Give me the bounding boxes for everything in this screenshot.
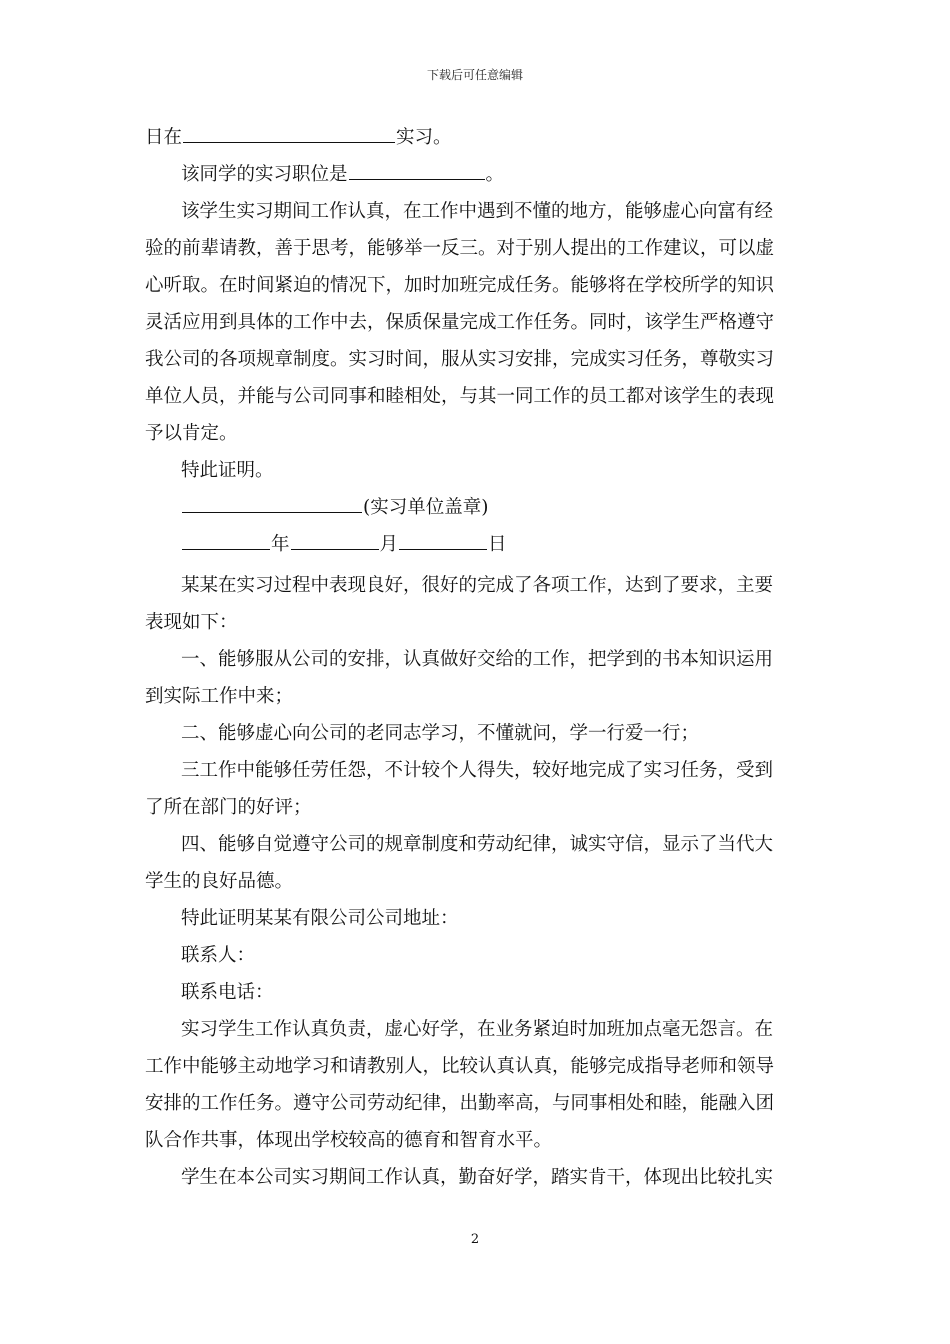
paragraph-line: 安排的工作任务。遵守公司劳动纪律，出勤率高，与同事相处和睦，能融入团: [145, 1093, 775, 1114]
list-item-line: 一、能够服从公司的安排，认真做好交给的工作，把学到的书本知识运用: [181, 649, 774, 670]
blank-field: [182, 490, 362, 513]
contact-phone-line: 联系电话：: [181, 982, 274, 1003]
blank-field: [182, 527, 270, 550]
blank-field: [183, 120, 395, 143]
page-number: 2: [470, 1232, 480, 1247]
paragraph-line: 工作中能够主动地学习和请教别人，比较认真认真，能够完成指导老师和领导: [145, 1056, 775, 1077]
company-address-line: 特此证明某某有限公司公司地址：: [181, 908, 459, 929]
internship-period-line: 日在 实习。: [145, 120, 452, 156]
paragraph-line: 心听取。在时间紧迫的情况下，加时加班完成任务。能够将在学校所学的知识: [145, 275, 775, 296]
list-item-line: 到实际工作中来；: [145, 686, 294, 707]
blank-field: [399, 527, 487, 550]
seal-line: (实习单位盖章): [181, 490, 488, 526]
position-line: 该同学的实习职位是 。: [181, 157, 504, 193]
paragraph-line: 单位人员，并能与公司同事和睦相处，与其一同工作的员工都对该学生的表现: [145, 386, 775, 407]
list-item-line: 了所在部门的好评；: [145, 797, 312, 818]
paragraph-line: 某某在实习过程中表现良好，很好的完成了各项工作，达到了要求，主要: [181, 575, 774, 596]
paragraph-line: 实习学生工作认真负责，虚心好学，在业务紧迫时加班加点毫无怨言。在: [181, 1019, 774, 1040]
paragraph-line: 予以肯定。: [145, 423, 238, 444]
blank-field: [349, 157, 485, 180]
paragraph-line: 表现如下：: [145, 612, 238, 633]
list-item-line: 学生的良好品德。: [145, 871, 294, 892]
date-line: 年 月 日: [181, 527, 507, 563]
list-item-line: 二、能够虚心向公司的老同志学习，不懂就问，学一行爱一行；: [181, 723, 700, 744]
paragraph-line: 学生在本公司实习期间工作认真，勤奋好学，踏实肯干，体现出比较扎实: [181, 1167, 774, 1188]
certification-line: 特此证明。: [181, 460, 274, 481]
page-header: 下载后可任意编辑: [426, 68, 523, 82]
paragraph-line: 验的前辈请教，善于思考，能够举一反三。对于别人提出的工作建议，可以虚: [145, 238, 775, 259]
blank-field: [291, 527, 379, 550]
contact-person-line: 联系人：: [181, 945, 256, 966]
paragraph-line: 我公司的各项规章制度。实习时间，服从实习安排，完成实习任务，尊敬实习: [145, 349, 775, 370]
list-item-line: 四、能够自觉遵守公司的规章制度和劳动纪律，诚实守信，显示了当代大: [181, 834, 774, 855]
paragraph-line: 队合作共事，体现出学校较高的德育和智育水平。: [145, 1130, 553, 1151]
paragraph-line: 灵活应用到具体的工作中去，保质保量完成工作任务。同时，该学生严格遵守: [145, 312, 775, 333]
list-item-line: 三工作中能够任劳任怨，不计较个人得失，较好地完成了实习任务，受到: [181, 760, 774, 781]
paragraph-line: 该学生实习期间工作认真，在工作中遇到不懂的地方，能够虚心向富有经: [181, 201, 774, 222]
